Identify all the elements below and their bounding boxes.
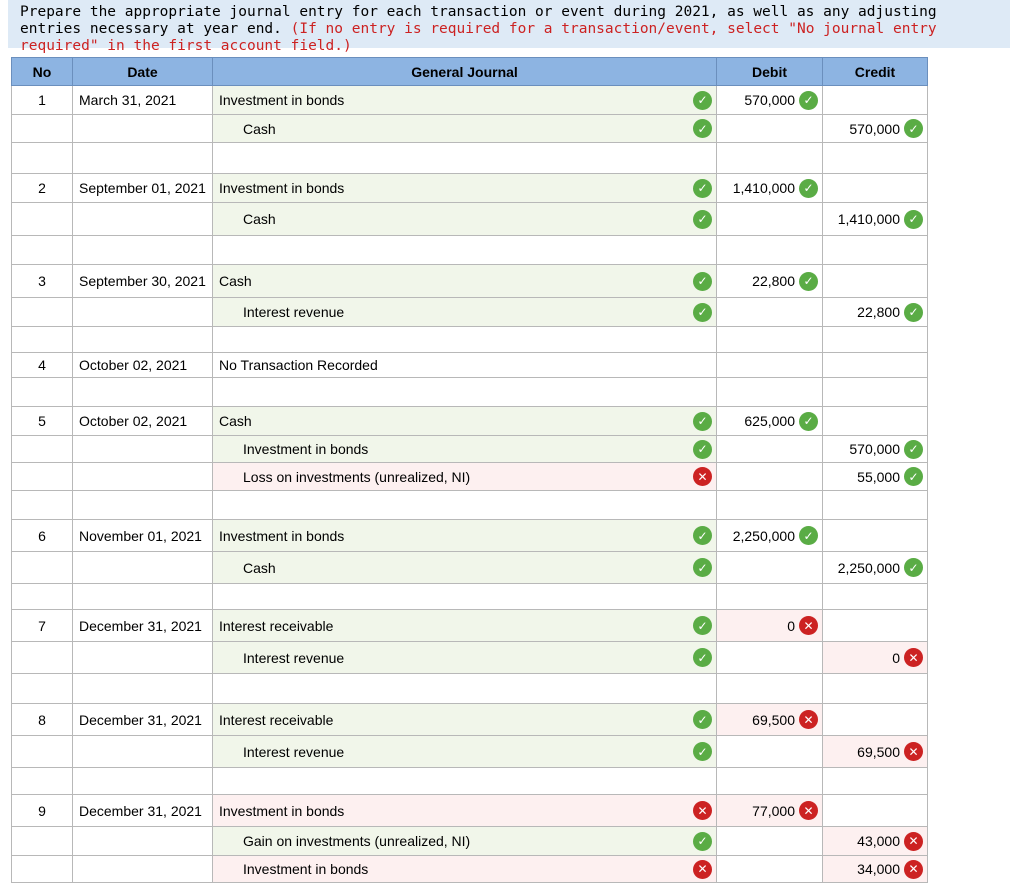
account-field[interactable] bbox=[213, 265, 717, 298]
entry-number bbox=[11, 736, 73, 768]
empty-cell bbox=[717, 236, 823, 265]
account-name: Interest receivable bbox=[219, 617, 334, 634]
credit-field[interactable] bbox=[823, 795, 928, 827]
debit-field[interactable] bbox=[717, 642, 823, 674]
debit-field[interactable] bbox=[717, 203, 823, 236]
table-row bbox=[11, 795, 928, 827]
empty-cell bbox=[213, 378, 717, 407]
empty-cell bbox=[823, 378, 928, 407]
credit-field[interactable] bbox=[823, 736, 928, 768]
debit-amount: 77,000 bbox=[752, 802, 795, 819]
table-row-spacer bbox=[11, 378, 928, 407]
entry-number bbox=[11, 827, 73, 856]
entry-date[interactable] bbox=[73, 642, 213, 674]
check-icon: ✓ bbox=[693, 119, 712, 138]
account-name: Interest receivable bbox=[219, 711, 334, 728]
table-row bbox=[11, 115, 928, 143]
instructions-text: Prepare the appropriate journal entry for each transaction or event during 2021, as well as any adjusting entries necessary at year end. bbox=[20, 4, 937, 37]
debit-amount: 1,410,000 bbox=[732, 180, 795, 196]
header-credit: Credit bbox=[823, 57, 928, 86]
account-field[interactable] bbox=[213, 610, 717, 642]
debit-amount: 570,000 bbox=[744, 92, 795, 108]
account-field[interactable] bbox=[213, 552, 717, 584]
debit-amount: 22,800 bbox=[752, 273, 795, 289]
credit-field[interactable] bbox=[823, 642, 928, 674]
table-row bbox=[11, 736, 928, 768]
debit-field[interactable] bbox=[717, 407, 823, 436]
check-icon: ✓ bbox=[693, 272, 712, 291]
credit-field[interactable] bbox=[823, 856, 928, 883]
table-row bbox=[11, 856, 928, 883]
credit-field[interactable] bbox=[823, 265, 928, 298]
empty-cell bbox=[73, 491, 213, 520]
check-icon: ✓ bbox=[904, 303, 923, 322]
credit-amount: 0 bbox=[892, 649, 900, 666]
empty-cell bbox=[823, 584, 928, 610]
entry-date[interactable] bbox=[73, 827, 213, 856]
credit-amount: 2,250,000 bbox=[837, 559, 900, 576]
entry-number bbox=[11, 298, 73, 327]
account-field[interactable] bbox=[213, 407, 717, 436]
debit-amount: 2,250,000 bbox=[732, 527, 795, 544]
empty-cell bbox=[11, 143, 73, 174]
credit-field[interactable] bbox=[823, 115, 928, 143]
empty-cell bbox=[823, 327, 928, 353]
table-row bbox=[11, 353, 928, 378]
account-field[interactable] bbox=[213, 203, 717, 236]
entry-number bbox=[11, 856, 73, 883]
credit-field[interactable] bbox=[823, 353, 928, 378]
empty-cell bbox=[213, 236, 717, 265]
debit-amount: 0 bbox=[787, 617, 795, 634]
check-icon: ✓ bbox=[693, 179, 712, 198]
entry-number: 5 bbox=[11, 407, 73, 436]
x-icon: ✕ bbox=[799, 801, 818, 820]
table-row bbox=[11, 463, 928, 491]
check-icon: ✓ bbox=[904, 119, 923, 138]
account-name: No Transaction Recorded bbox=[219, 357, 378, 373]
debit-field[interactable] bbox=[717, 86, 823, 115]
empty-cell bbox=[73, 378, 213, 407]
account-name: Interest revenue bbox=[243, 649, 345, 666]
credit-amount: 43,000 bbox=[857, 833, 900, 849]
entry-date[interactable] bbox=[73, 552, 213, 584]
account-name: Cash bbox=[243, 559, 276, 576]
debit-amount: 69,500 bbox=[752, 711, 795, 728]
empty-cell bbox=[213, 327, 717, 353]
check-icon: ✓ bbox=[799, 91, 818, 110]
entry-number bbox=[11, 115, 73, 143]
empty-cell bbox=[823, 674, 928, 704]
check-icon: ✓ bbox=[904, 210, 923, 229]
debit-field[interactable] bbox=[717, 552, 823, 584]
entry-number: 7 bbox=[11, 610, 73, 642]
account-field[interactable] bbox=[213, 642, 717, 674]
empty-cell bbox=[823, 768, 928, 795]
credit-field[interactable] bbox=[823, 407, 928, 436]
entry-date[interactable] bbox=[73, 463, 213, 491]
credit-field[interactable] bbox=[823, 298, 928, 327]
account-field[interactable] bbox=[213, 298, 717, 327]
account-field[interactable] bbox=[213, 463, 717, 491]
empty-cell bbox=[11, 236, 73, 265]
account-field[interactable] bbox=[213, 86, 717, 115]
header-debit: Debit bbox=[717, 57, 823, 86]
table-header-row bbox=[11, 57, 928, 86]
credit-field[interactable] bbox=[823, 827, 928, 856]
account-field[interactable] bbox=[213, 353, 717, 378]
credit-amount: 22,800 bbox=[857, 304, 900, 320]
empty-cell bbox=[11, 327, 73, 353]
table-row-spacer bbox=[11, 143, 928, 174]
empty-cell bbox=[717, 378, 823, 407]
check-icon: ✓ bbox=[799, 272, 818, 291]
account-name: Interest revenue bbox=[243, 743, 345, 760]
check-icon: ✓ bbox=[799, 526, 818, 545]
entry-date[interactable]: October 02, 2021 bbox=[73, 407, 213, 436]
account-name: Cash bbox=[219, 273, 252, 289]
credit-amount: 570,000 bbox=[849, 120, 900, 137]
account-name: Gain on investments (unrealized, NI) bbox=[243, 833, 471, 849]
empty-cell bbox=[73, 584, 213, 610]
empty-cell bbox=[213, 674, 717, 704]
check-icon: ✓ bbox=[693, 412, 712, 431]
check-icon: ✓ bbox=[904, 558, 923, 577]
table-row bbox=[11, 298, 928, 327]
empty-cell bbox=[213, 584, 717, 610]
table-row bbox=[11, 174, 928, 203]
empty-cell bbox=[11, 378, 73, 407]
header-no: No bbox=[11, 57, 73, 86]
account-name: Loss on investments (unrealized, NI) bbox=[243, 468, 471, 485]
account-field[interactable] bbox=[213, 795, 717, 827]
account-field[interactable] bbox=[213, 856, 717, 883]
entry-number: 3 bbox=[11, 265, 73, 298]
empty-cell bbox=[73, 236, 213, 265]
x-icon: ✕ bbox=[693, 801, 712, 820]
account-name: Investment in bonds bbox=[219, 802, 345, 819]
entry-date[interactable] bbox=[73, 115, 213, 143]
entry-number: 1 bbox=[11, 86, 73, 115]
entry-date[interactable] bbox=[73, 203, 213, 236]
x-icon: ✕ bbox=[904, 832, 923, 851]
debit-field[interactable] bbox=[717, 520, 823, 552]
empty-cell bbox=[73, 143, 213, 174]
table-row bbox=[11, 265, 928, 298]
account-field[interactable] bbox=[213, 436, 717, 463]
account-field[interactable] bbox=[213, 520, 717, 552]
empty-cell bbox=[213, 768, 717, 795]
credit-field[interactable] bbox=[823, 436, 928, 463]
check-icon: ✓ bbox=[693, 832, 712, 851]
debit-field[interactable] bbox=[717, 436, 823, 463]
credit-field[interactable] bbox=[823, 463, 928, 491]
check-icon: ✓ bbox=[693, 526, 712, 545]
empty-cell bbox=[73, 768, 213, 795]
debit-field[interactable] bbox=[717, 704, 823, 736]
table-row-spacer bbox=[11, 491, 928, 520]
account-name: Cash bbox=[243, 211, 276, 227]
account-field[interactable] bbox=[213, 736, 717, 768]
entry-date[interactable]: September 01, 2021 bbox=[73, 174, 213, 203]
entry-number bbox=[11, 552, 73, 584]
x-icon: ✕ bbox=[904, 860, 923, 879]
entry-number bbox=[11, 203, 73, 236]
entry-number bbox=[11, 642, 73, 674]
entry-date[interactable]: November 01, 2021 bbox=[73, 520, 213, 552]
empty-cell bbox=[823, 143, 928, 174]
table-row-spacer bbox=[11, 327, 928, 353]
debit-field[interactable] bbox=[717, 298, 823, 327]
entry-number bbox=[11, 436, 73, 463]
account-field[interactable] bbox=[213, 704, 717, 736]
debit-field[interactable] bbox=[717, 856, 823, 883]
table-row-spacer bbox=[11, 674, 928, 704]
instructions-banner bbox=[8, 0, 1010, 54]
check-icon: ✓ bbox=[693, 742, 712, 761]
header-general-journal: General Journal bbox=[213, 57, 717, 86]
entry-date[interactable] bbox=[73, 298, 213, 327]
entry-number: 9 bbox=[11, 795, 73, 827]
empty-cell bbox=[717, 768, 823, 795]
x-icon: ✕ bbox=[799, 710, 818, 729]
check-icon: ✓ bbox=[693, 91, 712, 110]
empty-cell bbox=[11, 768, 73, 795]
entry-number: 6 bbox=[11, 520, 73, 552]
empty-cell bbox=[823, 491, 928, 520]
table-row bbox=[11, 704, 928, 736]
table-row bbox=[11, 86, 928, 115]
instructions-note: (If no entry is required for a transaction/event, select "No journal entry required" in the first account field.) bbox=[20, 21, 937, 54]
empty-cell bbox=[73, 327, 213, 353]
debit-field[interactable] bbox=[717, 353, 823, 378]
table-row bbox=[11, 520, 928, 552]
entry-date[interactable]: December 31, 2021 bbox=[73, 610, 213, 642]
account-name: Investment in bonds bbox=[219, 180, 345, 196]
credit-amount: 69,500 bbox=[857, 743, 900, 760]
check-icon: ✓ bbox=[693, 440, 712, 459]
table-row bbox=[11, 203, 928, 236]
account-name: Investment in bonds bbox=[243, 861, 369, 877]
check-icon: ✓ bbox=[799, 179, 818, 198]
credit-field[interactable] bbox=[823, 520, 928, 552]
empty-cell bbox=[11, 491, 73, 520]
entry-date[interactable]: December 31, 2021 bbox=[73, 795, 213, 827]
entry-date[interactable]: December 31, 2021 bbox=[73, 704, 213, 736]
empty-cell bbox=[717, 327, 823, 353]
table-row bbox=[11, 827, 928, 856]
entry-date[interactable]: March 31, 2021 bbox=[73, 86, 213, 115]
debit-field[interactable] bbox=[717, 795, 823, 827]
empty-cell bbox=[73, 674, 213, 704]
check-icon: ✓ bbox=[693, 710, 712, 729]
empty-cell bbox=[717, 143, 823, 174]
entry-date[interactable]: October 02, 2021 bbox=[73, 353, 213, 378]
account-field[interactable] bbox=[213, 174, 717, 203]
account-name: Investment in bonds bbox=[243, 441, 369, 457]
debit-amount: 625,000 bbox=[744, 413, 795, 429]
credit-field[interactable] bbox=[823, 552, 928, 584]
table-row bbox=[11, 407, 928, 436]
credit-amount: 34,000 bbox=[857, 861, 900, 877]
credit-amount: 55,000 bbox=[857, 468, 900, 485]
account-name: Interest revenue bbox=[243, 304, 345, 320]
debit-field[interactable] bbox=[717, 174, 823, 203]
entry-number bbox=[11, 463, 73, 491]
credit-field[interactable] bbox=[823, 203, 928, 236]
x-icon: ✕ bbox=[904, 742, 923, 761]
table-row-spacer bbox=[11, 236, 928, 265]
check-icon: ✓ bbox=[693, 210, 712, 229]
table-row-spacer bbox=[11, 584, 928, 610]
account-name: Cash bbox=[243, 120, 276, 137]
credit-field[interactable] bbox=[823, 704, 928, 736]
credit-amount: 570,000 bbox=[849, 441, 900, 457]
check-icon: ✓ bbox=[693, 558, 712, 577]
x-icon: ✕ bbox=[693, 467, 712, 486]
entry-number: 4 bbox=[11, 353, 73, 378]
entry-date[interactable] bbox=[73, 736, 213, 768]
empty-cell bbox=[213, 143, 717, 174]
account-field[interactable] bbox=[213, 827, 717, 856]
table-row bbox=[11, 552, 928, 584]
header-date: Date bbox=[73, 57, 213, 86]
credit-field[interactable] bbox=[823, 174, 928, 203]
x-icon: ✕ bbox=[693, 860, 712, 879]
check-icon: ✓ bbox=[693, 303, 712, 322]
check-icon: ✓ bbox=[904, 467, 923, 486]
entry-number: 8 bbox=[11, 704, 73, 736]
credit-field[interactable] bbox=[823, 86, 928, 115]
x-icon: ✕ bbox=[799, 616, 818, 635]
check-icon: ✓ bbox=[693, 616, 712, 635]
credit-field[interactable] bbox=[823, 610, 928, 642]
empty-cell bbox=[717, 491, 823, 520]
debit-field[interactable] bbox=[717, 463, 823, 491]
credit-amount: 1,410,000 bbox=[837, 211, 900, 227]
check-icon: ✓ bbox=[799, 412, 818, 431]
x-icon: ✕ bbox=[904, 648, 923, 667]
debit-field[interactable] bbox=[717, 115, 823, 143]
empty-cell bbox=[11, 584, 73, 610]
empty-cell bbox=[213, 491, 717, 520]
account-name: Investment in bonds bbox=[219, 527, 345, 544]
empty-cell bbox=[823, 236, 928, 265]
debit-field[interactable] bbox=[717, 827, 823, 856]
entry-date[interactable] bbox=[73, 856, 213, 883]
empty-cell bbox=[11, 674, 73, 704]
account-field[interactable] bbox=[213, 115, 717, 143]
account-name: Investment in bonds bbox=[219, 92, 345, 108]
entry-number: 2 bbox=[11, 174, 73, 203]
debit-field[interactable] bbox=[717, 265, 823, 298]
entry-date[interactable]: September 30, 2021 bbox=[73, 265, 213, 298]
table-row bbox=[11, 610, 928, 642]
table-row bbox=[11, 436, 928, 463]
debit-field[interactable] bbox=[717, 736, 823, 768]
table-row-spacer bbox=[11, 768, 928, 795]
account-name: Cash bbox=[219, 413, 252, 429]
check-icon: ✓ bbox=[904, 440, 923, 459]
empty-cell bbox=[717, 674, 823, 704]
debit-field[interactable] bbox=[717, 610, 823, 642]
check-icon: ✓ bbox=[693, 648, 712, 667]
empty-cell bbox=[717, 584, 823, 610]
entry-date[interactable] bbox=[73, 436, 213, 463]
table-row bbox=[11, 642, 928, 674]
